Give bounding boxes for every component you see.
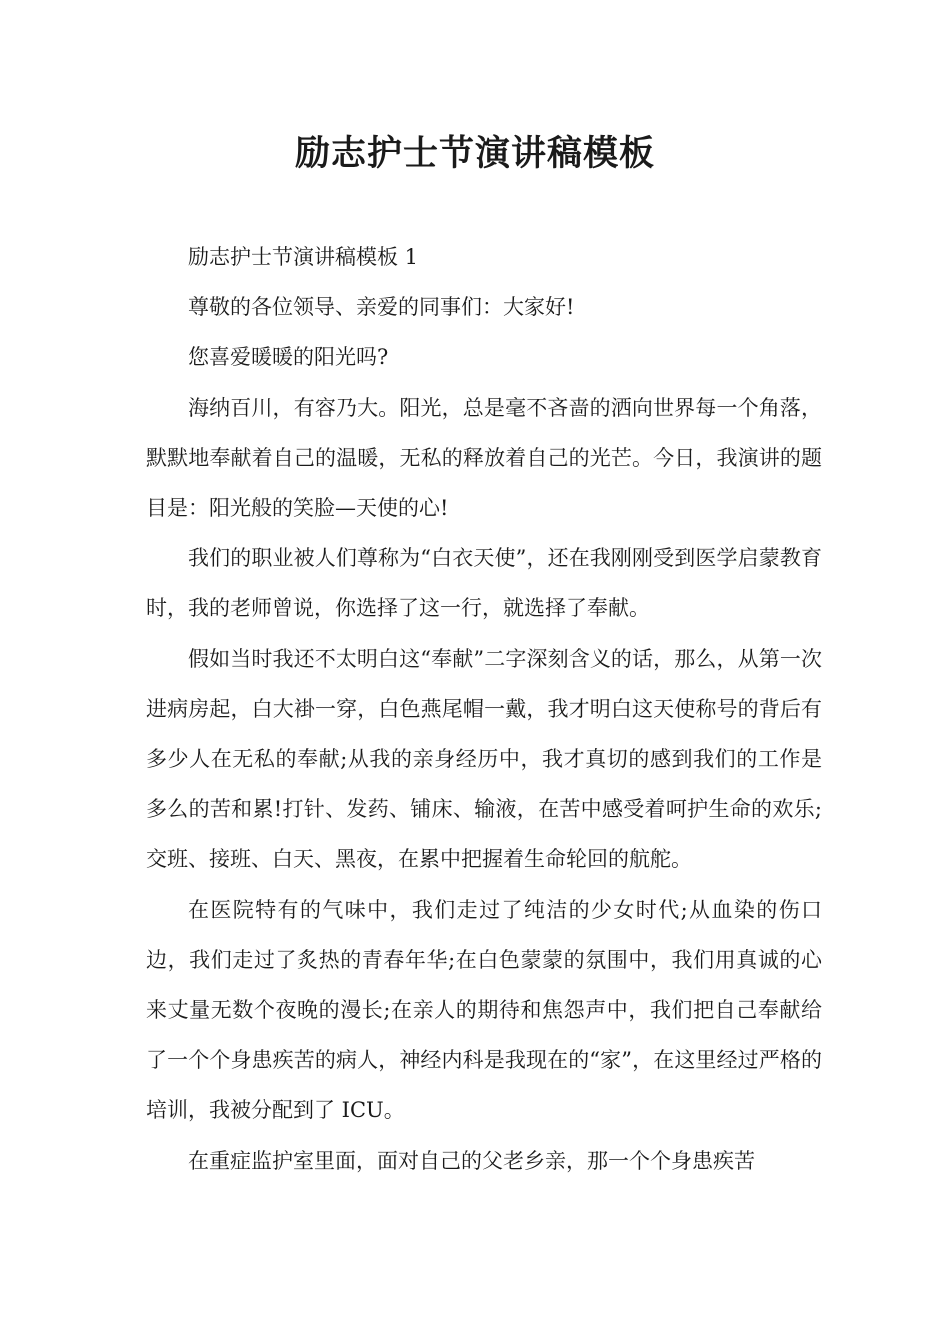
document-title: 励志护士节演讲稿模板 [294, 134, 655, 174]
paragraph-greeting: 尊敬的各位领导、亲爱的同事们：大家好! [188, 295, 575, 320]
paragraph-question: 您喜爱暖暖的阳光吗? [188, 345, 389, 370]
paragraph-icu: 在重症监护室里面，面对自己的父老乡亲，那一个个身患疾苦 [188, 1148, 755, 1173]
paragraph-profession: 我们的职业被人们尊称为“白衣天使”，还在我刚刚受到医学启蒙教育时，我的老师曾说，你选择了这一行，就选择了奉献。 [146, 546, 822, 621]
paragraph-sunshine: 海纳百川，有容乃大。阳光，总是毫不吝啬的洒向世界每一个角落，默默地奉献着自己的温暖，无私的释放着自己的光芒。今日，我演讲的题目是：阳光般的笑脸—天使的心! [146, 395, 822, 521]
paragraph-hospital: 在医院特有的气味中，我们走过了纯洁的少女时代;从血染的伤口边，我们走过了炙热的青春年华;在白色蒙蒙的氛围中，我们用真诚的心来丈量无数个夜晚的漫长;在亲人的期待和焦怨声中，我们把自己奉献给了一个个身患疾苦的病人，神经内科是我现在的“家”，在这里经过严格的培训，我被分配到了 ICU。 [146, 897, 822, 1123]
paragraph-heading: 励志护士节演讲稿模板 1 [188, 245, 419, 269]
paragraph-dedication: 假如当时我还不太明白这“奉献”二字深刻含义的话，那么，从第一次进病房起，白大褂一穿，白色燕尾帽一戴，我才明白这天使称号的背后有多少人在无私的奉献;从我的亲身经历中，我才真切的感到我们的工作是多么的苦和累!打针、发药、铺床、输液，在苦中感受着呵护生命的欢乐;交班、接班、白天、黑夜，在累中把握着生命轮回的航舵。 [146, 646, 822, 872]
document-body [146, 232, 822, 1186]
